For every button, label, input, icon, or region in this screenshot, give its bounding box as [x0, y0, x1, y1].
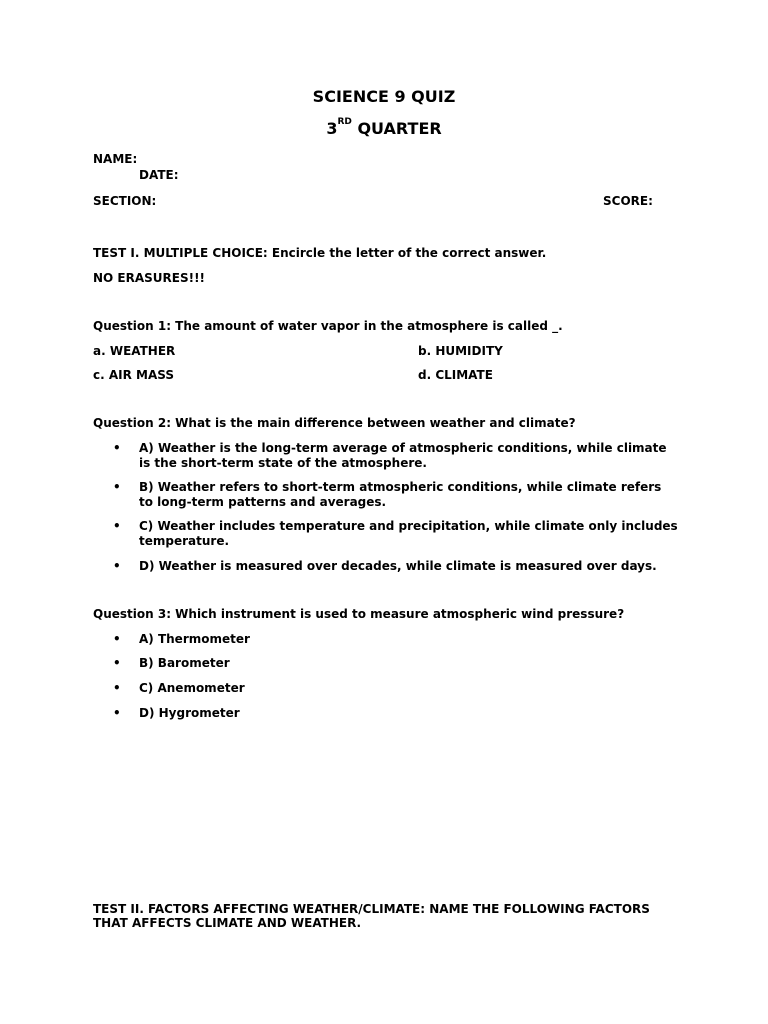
q2-option-a: A) Weather is the long-term average of atmospheric conditions, while climate is the short-term state of the atmosphere. [139, 441, 667, 470]
q3-option-c: C) Anemometer [139, 681, 245, 695]
bullet-icon: • [113, 480, 121, 494]
test2-instruction: TEST II. FACTORS AFFECTING WEATHER/CLIMATE: NAME THE FOLLOWING FACTORS THAT AFFECTS CLIMATE AND WEATHER. [93, 902, 650, 930]
quiz-title: SCIENCE 9 QUIZ [312, 87, 456, 106]
bullet-icon: • [113, 441, 121, 455]
section-field-label: SECTION: [93, 194, 157, 208]
q3-option-d: D) Hygrometer [139, 706, 240, 720]
q1-option-c: c. AIR MASS [93, 368, 174, 382]
bullet-icon: • [113, 519, 121, 533]
q3-option-b: B) Barometer [139, 656, 230, 670]
q2-option-d: D) Weather is measured over decades, while climate is measured over days. [139, 559, 657, 573]
date-field-label: DATE: [139, 168, 179, 182]
q2-option-b: B) Weather refers to short-term atmospheric conditions, while climate refers to long-term patterns and averages. [139, 480, 662, 509]
q3-option-a: A) Thermometer [139, 632, 250, 646]
bullet-icon: • [113, 681, 121, 695]
bullet-icon: • [113, 632, 121, 646]
score-field-label: SCORE: [603, 194, 653, 208]
q1-option-a: a. WEATHER [93, 344, 176, 358]
bullet-icon: • [113, 706, 121, 720]
question-1-text: Question 1: The amount of water vapor in the atmosphere is called _. [93, 319, 563, 333]
bullet-icon: • [113, 559, 121, 573]
question-3-text: Question 3: Which instrument is used to measure atmospheric wind pressure? [93, 607, 625, 621]
quarter-word: QUARTER [357, 119, 442, 138]
bullet-icon: • [113, 656, 121, 670]
quarter-superscript: RD [337, 117, 352, 127]
q2-option-c: C) Weather includes temperature and precipitation, while climate only includes temperature. [139, 519, 678, 548]
name-field-label: NAME: [93, 152, 138, 166]
no-erasures-note: NO ERASURES!!! [93, 271, 206, 285]
q1-option-d: d. CLIMATE [418, 368, 493, 382]
test1-instruction: TEST I. MULTIPLE CHOICE: Encircle the letter of the correct answer. [93, 246, 547, 260]
quarter-number: 3 [326, 119, 338, 138]
q1-option-b: b. HUMIDITY [418, 344, 503, 358]
quarter-heading [0, 119, 768, 138]
question-2-text: Question 2: What is the main difference between weather and climate? [93, 416, 576, 430]
